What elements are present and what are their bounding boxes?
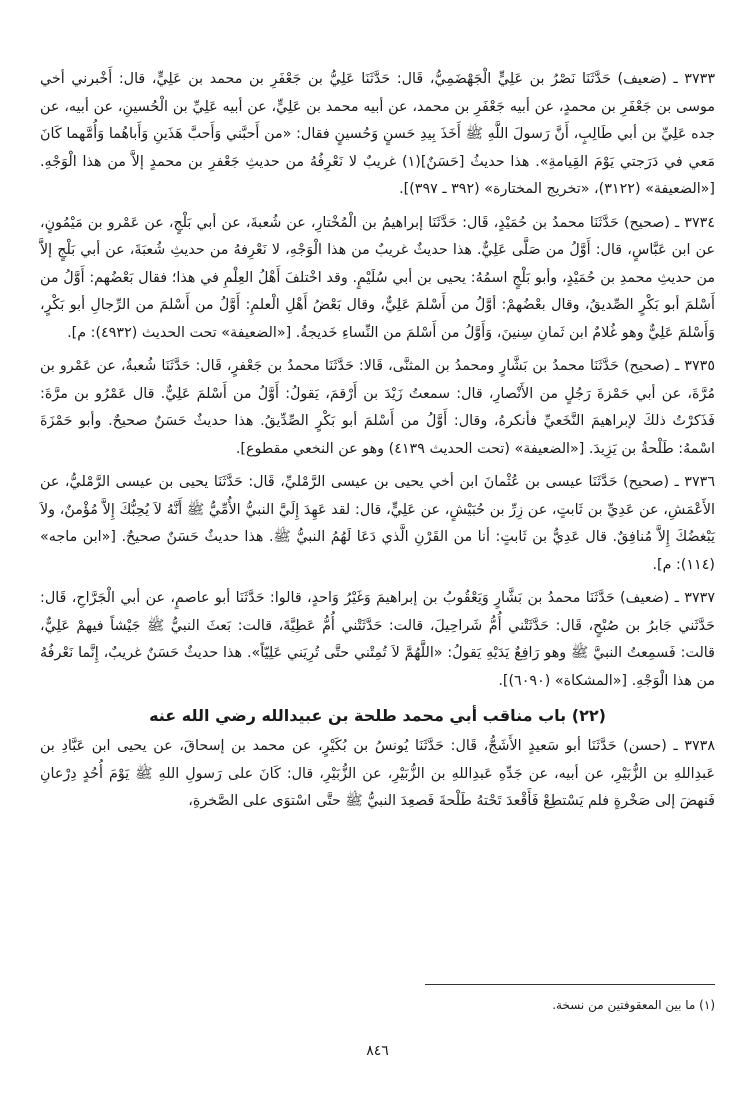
hadith-3736: ٣٧٣٦ ـ (صحيح) حَدَّثَنَا عيسى بن عُثْمانَ ابن أخي يحيى بن عيسى الرَّمْليِّ، قَال: حَدَّثَنَا يحيى بن عيسى الرَّمْليُّ، عن الأَعْمَشِ، عن عَدِيِّ بن ثَابتٍ، عن زِرِّ بن حُبَيْشٍ، عن عَلِيٍّ، قال: لقد عَهِدَ إِلَيَّ النبيُّ الأُمِّيُّ ﷺ أَنَّهُ لاَ يُحِبُّكَ إِلاَّ مُؤْمنٌ، ولاَ يَبْغضُكَ إِلاَّ مُنافِقٌ. قال عَدِيُّ بن ثَابتٍ: أنا من القَرْنِ الَّذي دَعَا لَهُمُ النبيُّ ﷺ. هذا حديثٌ حَسَنٌ صحيحٌ. [«ابن ماجه» (١١٤): م]. bbox=[40, 474, 715, 573]
footnote-divider bbox=[425, 984, 715, 985]
page-number: ٨٤٦ bbox=[366, 1043, 389, 1059]
hadith-3738: ٣٧٣٨ ـ (حسن) حَدَّثَنَا أبو سَعيدٍ الأَشَجُّ، قَال: حَدَّثَنَا يُونسُ بن بُكَيْرٍ، عن محمد بن إسحاقَ، عن يحيى ابن عَبَّادِ بن عَبدِاللهِ بن الزُّبَيْرِ، عن أبيه، عن جَدِّهِ عَبدِاللهِ بن الزُّبَيْرِ، عن الزُّبَيْرِ، قال: كَانَ على رَسولِ اللهِ ﷺ يَوْمَ أُحُدٍ دِرْعانِ فَنهضَ إلى صَخْرةٍ فلم يَسْتطِعْ فَأَقْعدَ تَحْتهُ طَلْحةَ فَصعِدَ النبيُّ ﷺ حتَّى اسْتوَى على الصَّخرةِ، bbox=[40, 738, 715, 809]
hadith-3735: ٣٧٣٥ ـ (صحيح) حَدَّثَنَا محمدُ بن بَشَّارٍ ومحمدُ بن المثنَّى، قَالا: حَدَّثَنَا محمدُ بن جَعْفرٍ، قَال: حَدَّثَنَا شُعبةُ، عن عَمْرو بن مُرَّةَ، عن أبي حَمْزةَ رَجُلٍ من الأَنْصارِ، قال: سمعتُ زَيْدَ بن أَرْقمَ، يَقولُ: أَوَّلُ من أَسْلمَ عَلِيٌّ. قال عَمْرُو بن مرَّةَ: فَذَكرْتُ ذلكَ لإبراهيمَ النَّخَعيِّ فأنكرهُ، وقال: أَوَّلُ من أَسْلمَ أبو بَكْرٍ الصِّدِّيقُ. هذا حديثٌ حَسَنٌ صحيحٌ. وأبو حَمْزَةَ اسْمهُ: طَلْحةُ بن يَزِيدَ. [«الضعيفة» (تحت الحديث ٤١٣٩) وهو عن النخعي مقطوع]. bbox=[40, 358, 715, 457]
footnote: (١) ما بين المعقوفتين من نسخة. bbox=[552, 998, 715, 1012]
hadith-3734: ٣٧٣٤ ـ (صحيح) حَدَّثَنَا محمدُ بن حُمَيْدٍ، قَال: حَدَّثَنَا إبراهيمُ بن الْمُخْتارِ، عن شُعبةَ، عن أبي بَلْجٍ، عن عَمْرو بن مَيْمُونٍ، عن ابن عَبَّاسٍ، قال: أَوَّلُ من صَلَّى عَلِيٌّ. هذا حديثٌ غريبٌ من هذا الْوَجْهِ، لا نَعْرِفهُ من حديثِ شُعبَةَ، عن أبي بَلْجٍ إلاَّ من حديثِ محمدِ بن حُمَيْدٍ، وأبو بَلْجٍ اسمُهُ: يحيى بن أبي سُلَيْمٍ. وقد اخْتلفَ أَهْلُ العِلْمِ في هذا؛ فقال بَعْضُهم: أَوَّلُ من أَسْلمَ أبو بَكْرٍ الصِّديقُ، وقال بعْضُهمْ: أوَّلُ من أَسْلمَ عَلِيٌّ، وقال بَعْضُ أَهْلِ الْعلمِ: أَوَّلُ من أَسْلمَ من الرِّجالِ أبو بَكْرٍ، وَأَسْلمَ عَلِيٌّ وهو غُلامٌ ابن ثَمانِ سِنينَ، وَأَوَّلُ من أَسْلمَ من النِّساءِ خَديجةُ. [«الضعيفة» تحت الحديث (٤٩٣٢): م]. bbox=[40, 214, 715, 341]
hadith-3737: ٣٧٣٧ ـ (ضعيف) حَدَّثَنَا محمدُ بن بَشَّارٍ وَيَعْقُوبُ بن إبراهيمَ وَغَيْرُ وَاحدٍ، قالوا: حَدَّثَنَا أبو عاصمٍ، عن أبي الْجَرَّاحِ، قَال: حَدَّثَني جَابرُ بن صُبْحٍ، قَال: حَدَّثَتْني أُمُّ شَراحِيلَ، قالت: حَدَّثَتْني أُمُّ عَطِيَّةَ، قالت: بَعثَ النبيُّ ﷺ جَيْشاً فيهمْ عَلِيٌّ، قالت: فَسمِعتُ النبيَّ ﷺ وهو رَافِعٌ يَدَيْهِ يَقولُ: «اللَّهُمَّ لاَ تُمِتْني حتَّى تُرِيَني عَلِيّاً». هذا حديثٌ حَسَنٌ غريبٌ، إِنَّما نَعْرفُهُ من هذا الْوَجْهِ. [«المشكاة» (٦٠٩٠)]. bbox=[40, 590, 715, 689]
hadith-3733: ٣٧٣٣ ـ (ضعيف) حَدَّثَنَا نَصْرُ بن عَلِيٍّ الْجَهْضَمِيُّ، قَال: حَدَّثَنَا عَلِيُّ بن جَعْفَرِ بن محمد بن عَلِيٍّ، قال: أَخْبرني أخي موسى بن جَعْفَرِ بن محمدٍ، عن أبيه جَعْفَرِ بن محمد، عن أبيه محمد بن عَلِيٍّ، عن أبيه عَلِيِّ بن الْحُسينِ، عن أبيه، عن جده عَلِيِّ بن أبي طَالِبٍ، أَنَّ رَسولَ اللَّهِ ﷺ أَخَذَ بِيدِ حَسنٍ وَحُسينٍ فقال: «من أَحبَّني وَأَحبَّ هَذَينِ وَأَباهُما وَأُمَّهما كَانَ مَعي في دَرَجتي يَوْمَ القِيامةِ». هذا حديثُ [حَسَنٌ](١) غريبٌ لا نَعْرِفُهُ من حديثِ جَعْفرِ بن محمدٍ إلاَّ من هذا الْوَجْهِ. [«الضعيفة» (٣١٢٢)، «تخريج المختارة» (٣٩٢ ـ ٣٩٧)]. bbox=[40, 71, 715, 197]
main-text bbox=[40, 66, 715, 822]
section-heading: (٢٢) باب مناقب أبي محمد طلحة بن عبيدالله رضي الله عنه bbox=[149, 706, 606, 725]
